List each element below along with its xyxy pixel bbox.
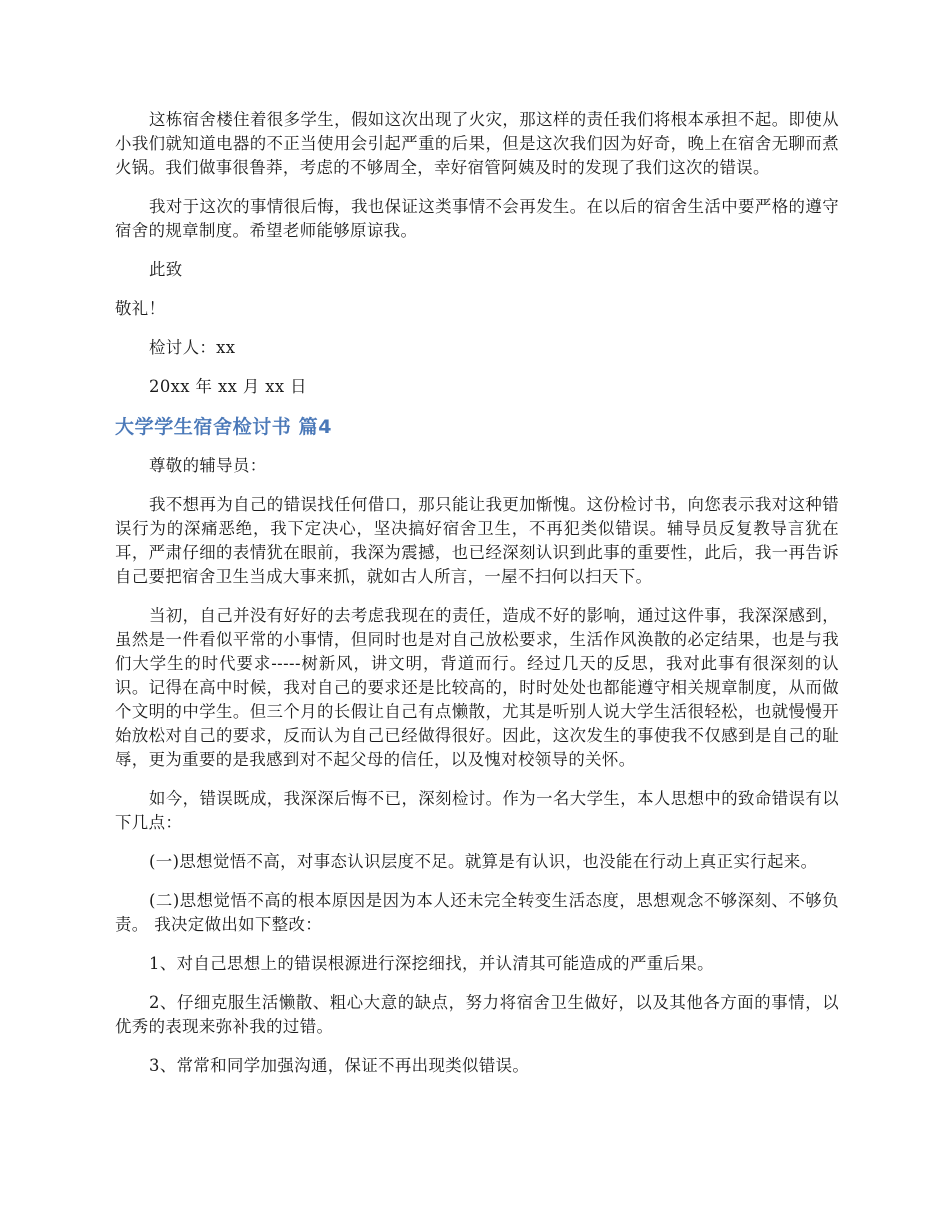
list-item: (一)思想觉悟不高，对事态认识层度不足。就算是有认识，也没能在行动上真正实行起来。 [149,852,818,871]
salutation: 尊敬的辅导员： [149,456,267,475]
paragraph: 当初，自己并没有好好的去考虑我现在的责任，造成不好的影响，通过这件事，我深深感到，虽然是一件看似平常的小事情，但同时也是对自己放松要求，生活作风涣散的必定结果，也是与我们大学生的时代要求-----树新风，讲文明，背道而行。经过几天的反思，我对此事有很深刻的认识。记得在高中时候，我对自己的要求还是比较高的，时时处处也都能遵守相关规章制度，从而做个文明的中学生。但三个月的长假让自己有点懒散，尤其是听别人说大学生活很轻松，也就慢慢开始放松对自己的要求，反而认为自己已经做得很好。因此，这次发生的事使我不仅感到是自己的耻辱，更为重要的是我感到对不起父母的信任，以及愧对校领导的关怀。 [115,606,839,769]
document-body [115,108,839,1093]
list-item: 1、对自己思想上的错误根源进行深挖细找，并认清其可能造成的严重后果。 [149,954,714,973]
date-line: 20xx 年 xx 月 xx 日 [149,377,307,396]
list-item: (二)思想觉悟不高的根本原因是因为本人还未完全转变生活态度，思想观念不够深刻、不够负责。 我决定做出如下整改： [115,891,839,934]
list-item: 3、常常和同学加强沟通，保证不再出现类似错误。 [149,1056,530,1075]
paragraph: 这栋宿舍楼住着很多学生，假如这次出现了火灾，那这样的责任我们将根本承担不起。即使从小我们就知道电器的不正当使用会引起严重的后果，但是这次我们因为好奇，晚上在宿舍无聊而煮火锅。我们做事很鲁莽，考虑的不够周全，幸好宿管阿姨及时的发现了我们这次的错误。 [115,110,839,177]
paragraph: 我对于这次的事情很后悔，我也保证这类事情不会再发生。在以后的宿舍生活中要严格的遵守宿舍的规章制度。希望老师能够原谅我。 [115,197,839,240]
paragraph: 如今，错误既成，我深深后悔不已，深刻检讨。作为一名大学生，本人思想中的致命错误有以下几点： [115,789,839,832]
closing-cizhi: 此致 [149,260,183,279]
closing-jingli: 敬礼！ [115,299,166,318]
list-item: 2、仔细克服生活懒散、粗心大意的缺点，努力将宿舍卫生做好，以及其他各方面的事情，以优秀的表现来弥补我的过错。 [115,993,839,1036]
paragraph: 我不想再为自己的错误找任何借口，那只能让我更加惭愧。这份检讨书，向您表示我对这种错误行为的深痛恶绝，我下定决心，坚决搞好宿舍卫生，不再犯类似错误。辅导员反复教导言犹在耳，严肃仔细的表情犹在眼前，我深为震撼，也已经深刻认识到此事的重要性，此后，我一再告诉自己要把宿舍卫生当成大事来抓，就如古人所言，一屋不扫何以扫天下。 [115,495,839,586]
section-heading: 大学学生宿舍检讨书 篇4 [115,416,333,438]
signer-line: 检讨人：xx [149,338,236,357]
